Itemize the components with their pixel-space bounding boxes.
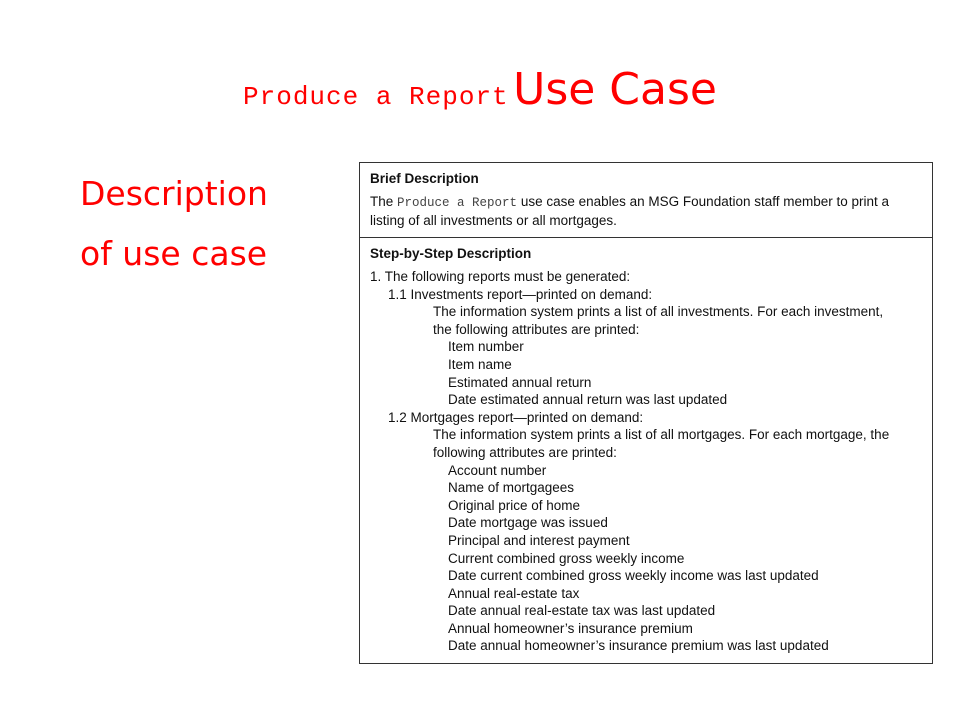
step-line: Date annual homeowner’s insurance premium was last updated — [448, 638, 829, 654]
step-by-step-section — [360, 238, 932, 655]
brief-prefix: The — [370, 194, 394, 209]
step-line: 1.2 Mortgages report—printed on demand: — [388, 409, 644, 425]
step-line: following attributes are printed: — [433, 444, 617, 460]
step-list — [370, 268, 922, 655]
slide-title-text: Use Case — [513, 64, 717, 115]
step-line: Principal and interest payment — [448, 532, 630, 548]
brief-description-heading: Brief Description — [370, 171, 479, 186]
step-line: Estimated annual return — [448, 374, 592, 390]
step-line: Date current combined gross weekly income was last updated — [448, 568, 819, 584]
slide-title — [0, 64, 960, 115]
step-line: 1.1 Investments report—printed on demand: — [388, 286, 653, 302]
step-line: Item number — [448, 339, 524, 355]
step-line: Original price of home — [448, 497, 581, 513]
step-by-step-heading: Step-by-Step Description — [370, 246, 532, 261]
side-caption-line-2: of use case — [80, 234, 268, 273]
brief-description-section — [360, 163, 932, 238]
step-line: Current combined gross weekly income — [448, 550, 685, 566]
side-caption-line-1: Description — [80, 174, 268, 213]
step-line: Item name — [448, 356, 512, 372]
step-line: The information system prints a list of all investments. For each investment, — [433, 304, 884, 320]
slide-title-code: Produce a Report — [243, 82, 509, 112]
brief-description-text — [370, 193, 922, 229]
step-line: Date mortgage was issued — [448, 515, 608, 531]
step-line: the following attributes are printed: — [433, 321, 640, 337]
step-line: 1. The following reports must be generated: — [370, 269, 631, 284]
step-line: Account number — [448, 462, 547, 478]
step-line: Name of mortgagees — [448, 480, 575, 496]
step-line: Annual homeowner’s insurance premium — [448, 620, 693, 636]
step-line: Annual real-estate tax — [448, 585, 580, 601]
step-line: Date estimated annual return was last updated — [448, 392, 728, 408]
brief-rest: use case enables an MSG Foundation staff member to print a listing of all investments or all mortgages. — [370, 194, 890, 228]
use-case-description-table — [359, 162, 933, 664]
step-line: Date annual real-estate tax was last updated — [448, 603, 716, 619]
step-line: The information system prints a list of all mortgages. For each mortgage, the — [433, 427, 890, 443]
brief-use-case-name: Produce a Report — [397, 196, 518, 210]
